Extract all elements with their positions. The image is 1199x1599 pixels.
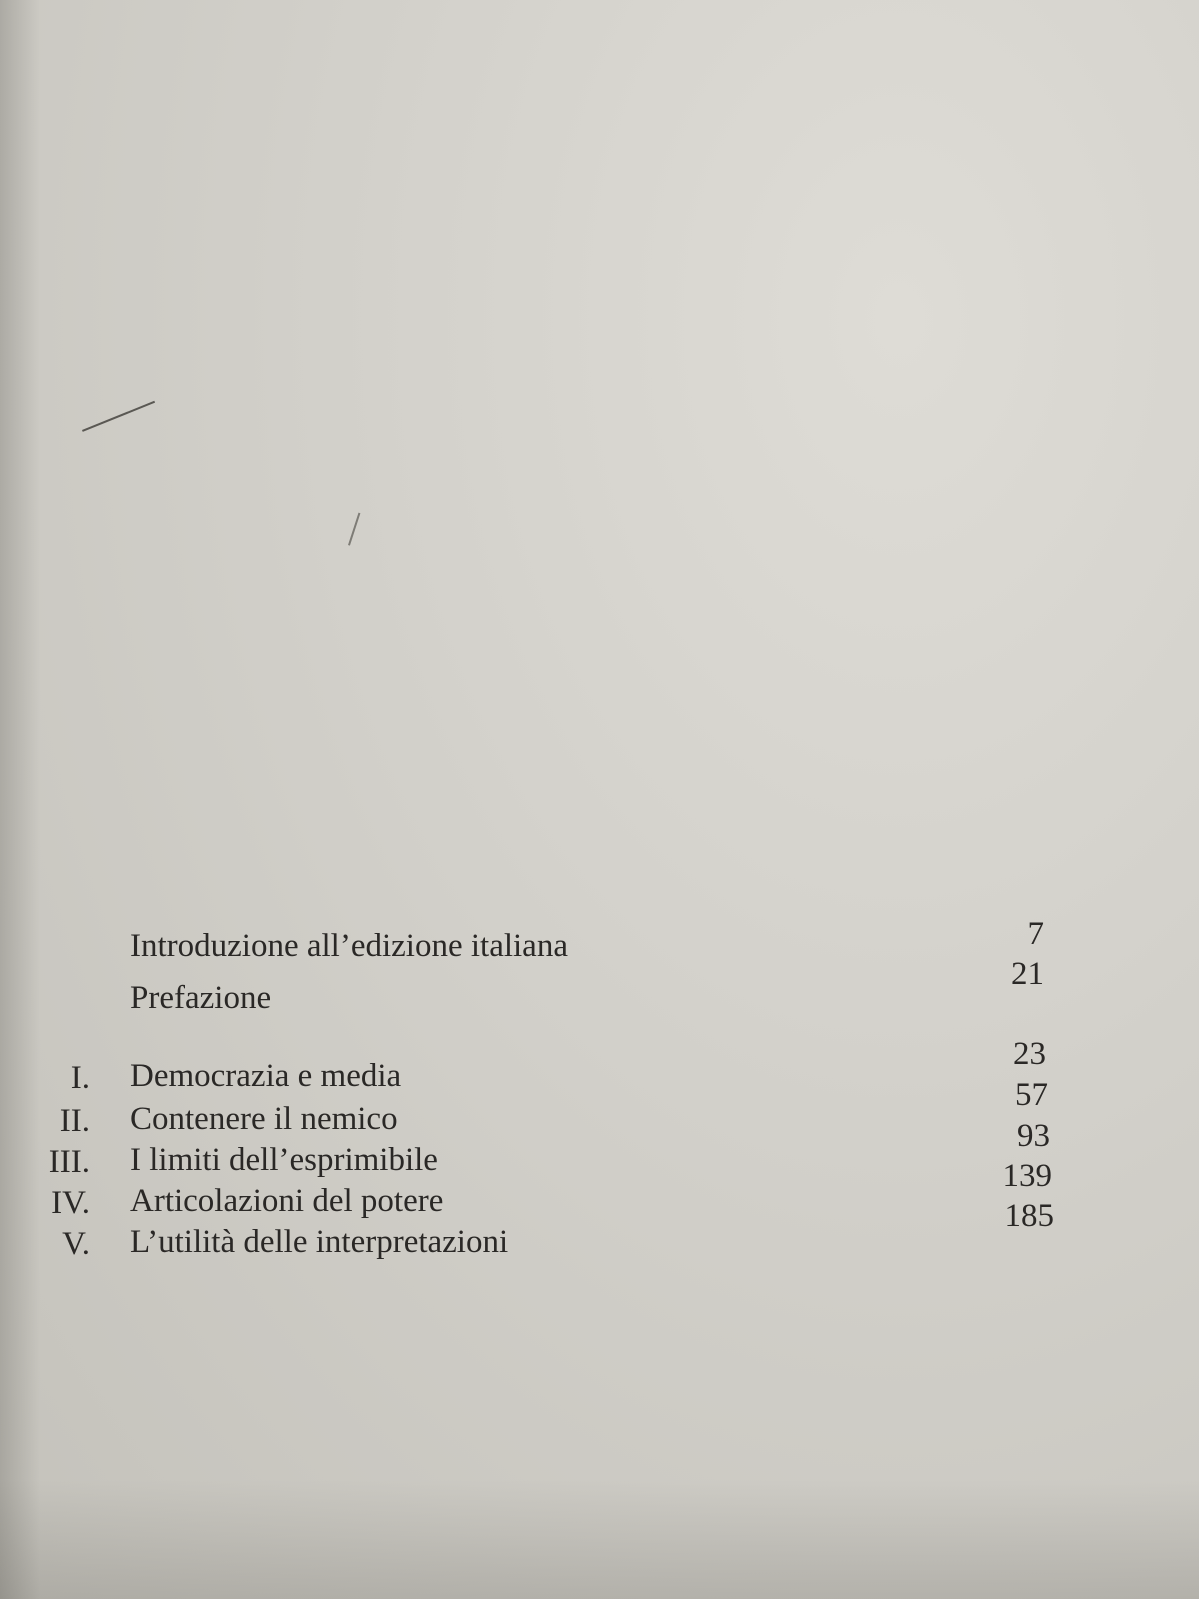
- toc-chapter-number: II.: [59, 1103, 90, 1139]
- toc-entry-page: 23: [1013, 1036, 1046, 1072]
- toc-entry-page: 7: [1027, 916, 1044, 952]
- toc-chapter-number: V.: [62, 1226, 90, 1262]
- toc-chapter-number: IV.: [51, 1185, 90, 1221]
- toc-entry-page: 139: [1002, 1158, 1052, 1194]
- toc-entry-page: 93: [1017, 1118, 1050, 1154]
- toc-entry-page: 21: [1011, 956, 1044, 992]
- toc-entry-title: L’utilità delle interpretazioni: [130, 1224, 509, 1260]
- toc-chapter-number: III.: [48, 1144, 90, 1180]
- toc-entry-title: Democrazia e media: [130, 1058, 402, 1094]
- toc-entry-page: 57: [1015, 1077, 1048, 1113]
- toc-entry-title: Contenere il nemico: [130, 1101, 398, 1137]
- toc-chapter-number: I.: [70, 1060, 90, 1096]
- toc-entry-title: Introduzione all’edizione italiana: [130, 928, 568, 964]
- toc-entry-title: I limiti dell’esprimibile: [130, 1142, 438, 1178]
- toc-entry-title: Prefazione: [130, 980, 272, 1016]
- toc-entry-title: Articolazioni del potere: [130, 1183, 444, 1219]
- toc-entry-page: 185: [1004, 1198, 1054, 1234]
